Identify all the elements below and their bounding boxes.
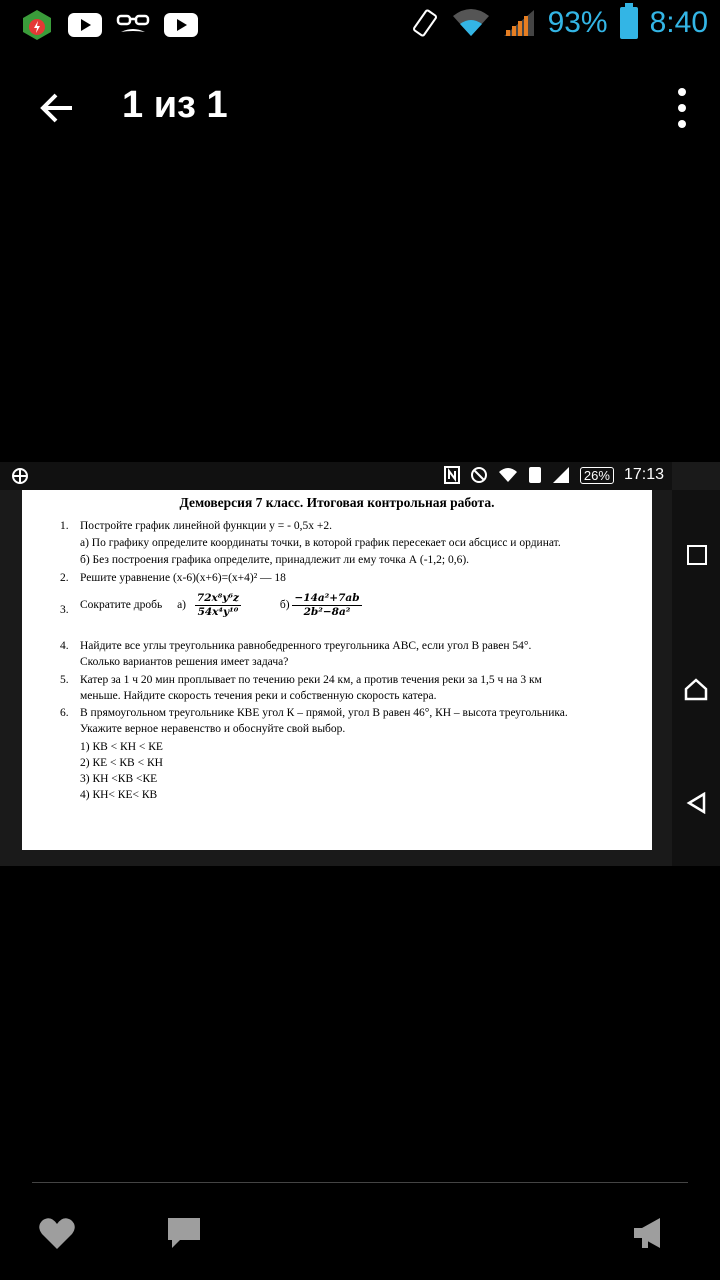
signal-icon (552, 466, 570, 484)
option-text: 3) КН <КВ <КЕ (80, 773, 158, 785)
nfc-icon (444, 466, 460, 484)
inner-battery-percent: 26% (580, 467, 614, 484)
app-store-icon (20, 8, 54, 42)
question-number: 5. (60, 674, 69, 686)
comment-icon[interactable] (166, 1216, 202, 1250)
attached-image[interactable] (0, 462, 720, 866)
question-number: 4. (60, 640, 69, 652)
part-b-label: б) (279, 599, 290, 612)
fraction-numerator: −14a²+7ab (294, 592, 360, 604)
inner-navigation-bar (672, 490, 720, 866)
question-text-wrap (80, 592, 640, 619)
question-text: Найдите все углы треугольника равнобедренного треугольника АВС, если угол В равен 54°. (80, 640, 532, 652)
page-counter-title: 1 из 1 (122, 84, 228, 126)
question-text: б) Без построения графика определите, принадлежит ли ему точка А (-1,2; 0,6). (80, 554, 470, 566)
more-options-icon[interactable] (672, 88, 692, 128)
system-icons (410, 6, 708, 40)
home-icon (684, 678, 708, 702)
question-text: Решите уравнение (х-6)(х+6)=(х+4)² — 18 (80, 572, 286, 584)
notification-icons (20, 8, 198, 42)
question-number: 2. (60, 572, 69, 584)
status-bar (0, 0, 720, 50)
screen-rotation-icon (410, 8, 440, 38)
battery-percent: 93% (547, 6, 608, 39)
question-number: 3. (60, 604, 69, 616)
youtube-icon (68, 13, 102, 37)
share-icon[interactable] (632, 1216, 666, 1250)
clock: 8:40 (649, 6, 708, 39)
recents-icon (687, 545, 707, 565)
question-text: Укажите верное неравенство и обоснуйте свой выбор. (80, 723, 346, 735)
option-text: 1) КВ < КН < КЕ (80, 741, 163, 753)
wifi-icon (498, 466, 518, 484)
sim-icon (528, 466, 542, 484)
back-icon (686, 792, 706, 814)
question-text: а) По графику определите координаты точки, в которой график пересекает оси абсцисс и ординат. (80, 537, 561, 549)
question-text: Катер за 1 ч 20 мин проплывает по течению реки 24 км, а против течения реки за 1,5 ч на 3 км (80, 674, 542, 686)
divider (32, 1182, 688, 1183)
settings-icon (10, 466, 30, 486)
option-text: 4) КН< КЕ< КВ (80, 789, 158, 801)
question-text: Сократите дробь (80, 599, 163, 612)
fraction-a (195, 592, 241, 619)
fraction-denominator: 2b²−8a² (303, 606, 351, 618)
inner-status-bar (0, 462, 672, 490)
question-3 (60, 592, 630, 632)
wifi-icon (452, 8, 490, 38)
incognito-icon (116, 8, 150, 42)
do-not-disturb-icon (470, 466, 488, 484)
document-title: Демоверсия 7 класс. Итоговая контрольная работа. (179, 495, 495, 510)
signal-icon (502, 8, 536, 38)
app-toolbar (0, 60, 720, 156)
back-arrow-icon[interactable] (36, 86, 80, 130)
question-text: В прямоугольном треугольнике КВЕ угол К – прямой, угол В равен 46°, КН – высота треугольника. (80, 707, 568, 719)
question-text: Постройте график линейной функции y = - 0,5x +2. (80, 520, 332, 532)
question-text: меньше. Найдите скорость течения реки и собственную скорость катера. (80, 690, 437, 702)
fraction-denominator: 54x⁴y¹⁰ (197, 606, 239, 618)
fraction-numerator: 72x⁸y⁶z (196, 592, 240, 604)
like-icon[interactable] (38, 1216, 76, 1250)
question-number: 6. (60, 707, 69, 719)
fraction-b (292, 592, 361, 619)
youtube-icon (164, 13, 198, 37)
bottom-action-bar (0, 1200, 720, 1270)
inner-clock: 17:13 (623, 466, 664, 483)
question-text: Сколько вариантов решения имеет задача? (80, 656, 289, 668)
question-number: 1. (60, 520, 69, 532)
part-a-label: а) (177, 599, 187, 612)
worksheet-document (22, 490, 652, 850)
battery-icon (620, 7, 638, 39)
option-text: 2) КЕ < КВ < КН (80, 757, 163, 769)
